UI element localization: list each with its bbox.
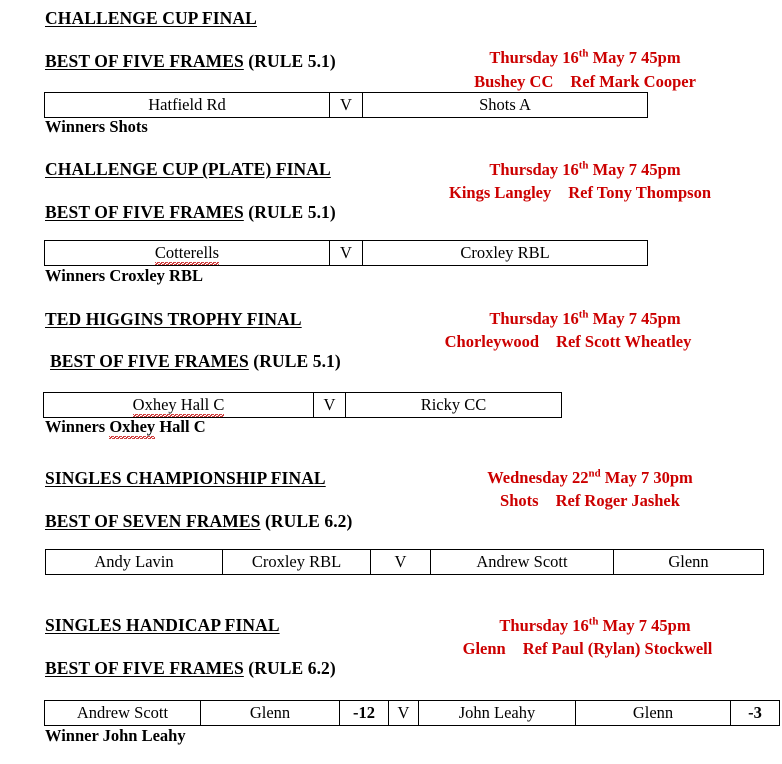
home-player-cell: Andy Lavin <box>46 550 223 575</box>
away-club-cell: Glenn <box>614 550 764 575</box>
home-team-cell <box>44 393 314 418</box>
venue-label: Kings Langley <box>449 183 552 202</box>
date-ordinal-suffix: th <box>578 159 589 172</box>
fixture-datetime-5 <box>435 615 755 635</box>
format-frames-label: BEST OF FIVE FRAMES <box>45 658 244 678</box>
home-club-cell: Glenn <box>201 701 340 726</box>
section-heading-text: SINGLES HANDICAP FINAL <box>45 615 280 635</box>
section-heading-text: CHALLENGE CUP FINAL <box>45 8 257 28</box>
home-team-text: Oxhey Hall C <box>133 395 225 417</box>
away-team-cell: Ricky CC <box>346 393 562 418</box>
fixture-table-challenge-cup-plate-final <box>44 240 648 266</box>
table-row <box>44 393 562 418</box>
home-team-cell: Hatfield Rd <box>45 93 330 118</box>
table-row <box>45 701 780 726</box>
section-heading-text: TED HIGGINS TROPHY FINAL <box>45 309 302 329</box>
venue-label: Shots <box>500 491 539 510</box>
result-line-2: Winners Croxley RBL <box>45 266 203 285</box>
section-format-line-4 <box>45 513 352 531</box>
fixture-venue-referee-1 <box>425 74 745 91</box>
venue-label: Bushey CC <box>474 72 554 91</box>
home-team-cell <box>45 241 330 266</box>
home-player-cell: Andrew Scott <box>45 701 201 726</box>
referee-label: Ref Mark Cooper <box>570 72 696 91</box>
versus-cell: V <box>389 701 419 726</box>
fixture-venue-referee-5 <box>420 641 755 658</box>
section-format-line-1 <box>45 53 336 71</box>
result-name-text: Oxhey <box>109 417 155 439</box>
section-format-line-5 <box>45 660 336 678</box>
section-format-line-3 <box>50 353 341 371</box>
versus-cell: V <box>330 93 363 118</box>
versus-cell: V <box>371 550 431 575</box>
referee-label: Ref Tony Thompson <box>568 183 711 202</box>
fixture-time-text: May 7 45pm <box>588 160 681 179</box>
format-rule-label: (RULE 5.1) <box>248 51 336 71</box>
section-heading-singles-championship-final <box>45 470 326 488</box>
fixture-time-text: May 7 45pm <box>598 616 691 635</box>
fixture-date-text: Wednesday 22 <box>487 468 589 487</box>
format-frames-label: BEST OF SEVEN FRAMES <box>45 511 261 531</box>
fixture-table-singles-handicap-final <box>44 700 780 726</box>
versus-cell: V <box>314 393 346 418</box>
fixture-datetime-4 <box>430 467 750 487</box>
section-heading-challenge-cup-final <box>45 10 257 28</box>
format-rule-label: (RULE 5.1) <box>253 351 341 371</box>
fixture-table-singles-championship-final <box>45 549 764 575</box>
away-player-cell: John Leahy <box>419 701 576 726</box>
fixture-datetime-2 <box>425 159 745 179</box>
date-ordinal-suffix: th <box>588 615 599 628</box>
result-line-5: Winner John Leahy <box>45 726 186 745</box>
section-heading-singles-handicap-final <box>45 617 280 635</box>
fixture-time-text: May 7 30pm <box>600 468 693 487</box>
result-line-3 <box>45 419 206 436</box>
format-rule-label: (RULE 5.1) <box>248 202 336 222</box>
venue-label: Chorleywood <box>444 332 540 351</box>
fixture-venue-referee-3 <box>408 334 728 351</box>
format-frames-label: BEST OF FIVE FRAMES <box>45 202 244 222</box>
home-team-text: Cotterells <box>155 243 219 265</box>
format-frames-label: BEST OF FIVE FRAMES <box>45 51 244 71</box>
table-row <box>45 93 648 118</box>
fixture-time-text: May 7 45pm <box>588 309 681 328</box>
fixture-venue-referee-2 <box>415 185 745 202</box>
date-ordinal-suffix: th <box>578 308 589 321</box>
format-rule-label: (RULE 6.2) <box>264 511 353 531</box>
referee-label: Ref Roger Jashek <box>555 491 680 510</box>
format-frames-label: BEST OF FIVE FRAMES <box>50 351 249 371</box>
fixture-datetime-3 <box>425 308 745 328</box>
fixture-date-text: Thursday 16 <box>489 48 579 67</box>
away-club-cell: Glenn <box>576 701 731 726</box>
versus-cell: V <box>330 241 363 266</box>
fixture-date-text: Thursday 16 <box>499 616 589 635</box>
date-ordinal-suffix: th <box>578 47 589 60</box>
result-line-1: Winners Shots <box>45 117 148 136</box>
section-format-line-2 <box>45 204 336 222</box>
fixture-date-text: Thursday 16 <box>489 309 579 328</box>
fixture-table-challenge-cup-final <box>44 92 648 118</box>
away-handicap-cell: -3 <box>731 701 780 726</box>
referee-label: Ref Paul (Rylan) Stockwell <box>522 639 713 658</box>
result-suffix-text: Hall C <box>155 417 206 436</box>
fixture-table-ted-higgins-trophy-final <box>43 392 562 418</box>
home-handicap-cell: -12 <box>340 701 389 726</box>
section-heading-challenge-cup-plate-final <box>45 161 331 179</box>
home-club-cell: Croxley RBL <box>223 550 371 575</box>
date-ordinal-suffix: nd <box>588 467 601 480</box>
fixture-time-text: May 7 45pm <box>588 48 681 67</box>
fixture-venue-referee-4 <box>430 493 750 510</box>
away-team-cell: Shots A <box>363 93 648 118</box>
section-heading-text: SINGLES CHAMPIONSHIP FINAL <box>45 468 326 488</box>
format-rule-label: (RULE 6.2) <box>248 658 336 678</box>
table-row <box>46 550 764 575</box>
result-prefix-text: Winners <box>45 417 110 436</box>
away-player-cell: Andrew Scott <box>431 550 614 575</box>
away-team-cell: Croxley RBL <box>363 241 648 266</box>
referee-label: Ref Scott Wheatley <box>556 332 692 351</box>
venue-label: Glenn <box>462 639 506 658</box>
table-row <box>45 241 648 266</box>
fixture-date-text: Thursday 16 <box>489 160 579 179</box>
section-heading-ted-higgins-trophy-final <box>45 311 302 329</box>
fixture-datetime-1 <box>425 47 745 67</box>
section-heading-text: CHALLENGE CUP (PLATE) FINAL <box>45 159 331 179</box>
